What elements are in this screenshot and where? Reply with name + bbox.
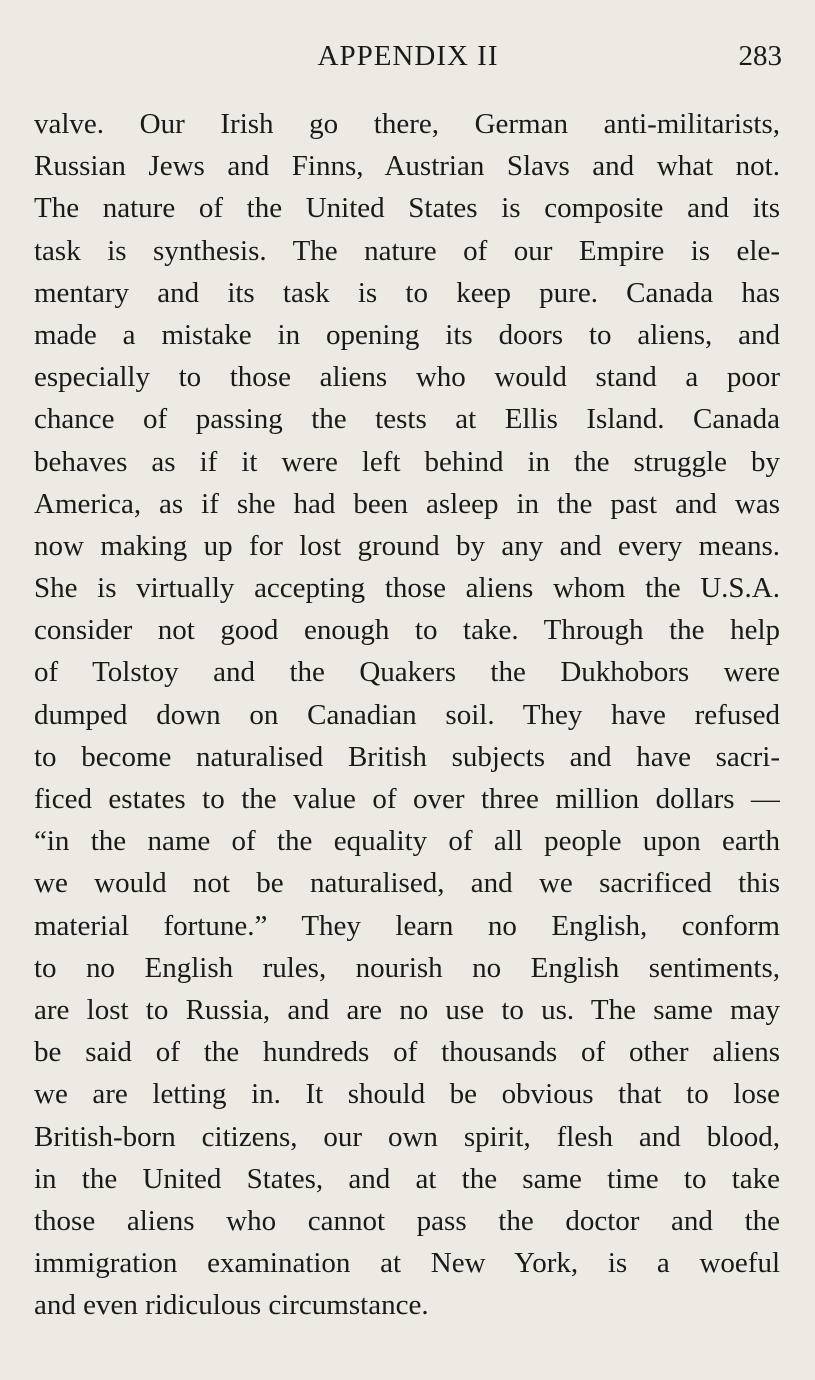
text-line: ficed estates to the value of over three million dollars —: [34, 783, 780, 815]
text-line: chance of passing the tests at Ellis Island. Canada: [34, 403, 780, 436]
text-line-last: and even ridiculous circumstance.: [34, 1289, 429, 1322]
text-line: dumped down on Canadian soil. They have refused: [34, 698, 780, 731]
text-line: The nature of the United States is composite and its: [34, 192, 780, 225]
text-line: behaves as if it were left behind in the struggle by: [34, 445, 780, 478]
text-line: America, as if she had been asleep in the past and was: [34, 487, 780, 520]
text-line: “in the name of the equality of all people upon earth: [34, 825, 780, 858]
running-head: [34, 36, 782, 76]
text-line: to no English rules, nourish no English sentiments,: [34, 951, 780, 984]
body-paragraph: [34, 103, 780, 1326]
text-line: material fortune.” They learn no English, conform: [34, 909, 780, 942]
page-number: 283: [738, 40, 782, 72]
text-line: we would not be naturalised, and we sacrificed this: [34, 867, 780, 900]
text-line: British-born citizens, our own spirit, flesh and blood,: [34, 1120, 780, 1153]
text-line: be said of the hundreds of thousands of other aliens: [34, 1036, 780, 1069]
text-line: immigration examination at New York, is a woeful: [34, 1247, 780, 1280]
text-line: mentary and its task is to keep pure. Canada has: [34, 276, 780, 309]
text-line: in the United States, and at the same time to take: [34, 1162, 780, 1195]
text-line: are lost to Russia, and are no use to us. The same may: [34, 993, 780, 1026]
text-line: Russian Jews and Finns, Austrian Slavs and what not.: [34, 150, 780, 183]
text-line: of Tolstoy and the Quakers the Dukhobors were: [34, 656, 780, 689]
text-line: made a mistake in opening its doors to aliens, and: [34, 318, 780, 351]
text-line: now making up for lost ground by any and every means.: [34, 529, 780, 562]
text-line: consider not good enough to take. Through the help: [34, 614, 780, 647]
chapter-title: APPENDIX II: [317, 40, 499, 72]
text-line: valve. Our Irish go there, German anti-militarists,: [34, 108, 780, 140]
text-line: to become naturalised British subjects and have sacri-: [34, 740, 780, 773]
text-line: She is virtually accepting those aliens whom the U.S.A.: [34, 572, 780, 605]
text-line: those aliens who cannot pass the doctor and the: [34, 1204, 780, 1237]
text-line: we are letting in. It should be obvious that to lose: [34, 1078, 780, 1111]
text-line: task is synthesis. The nature of our Empire is ele-: [34, 234, 780, 267]
text-line: especially to those aliens who would stand a poor: [34, 361, 780, 394]
